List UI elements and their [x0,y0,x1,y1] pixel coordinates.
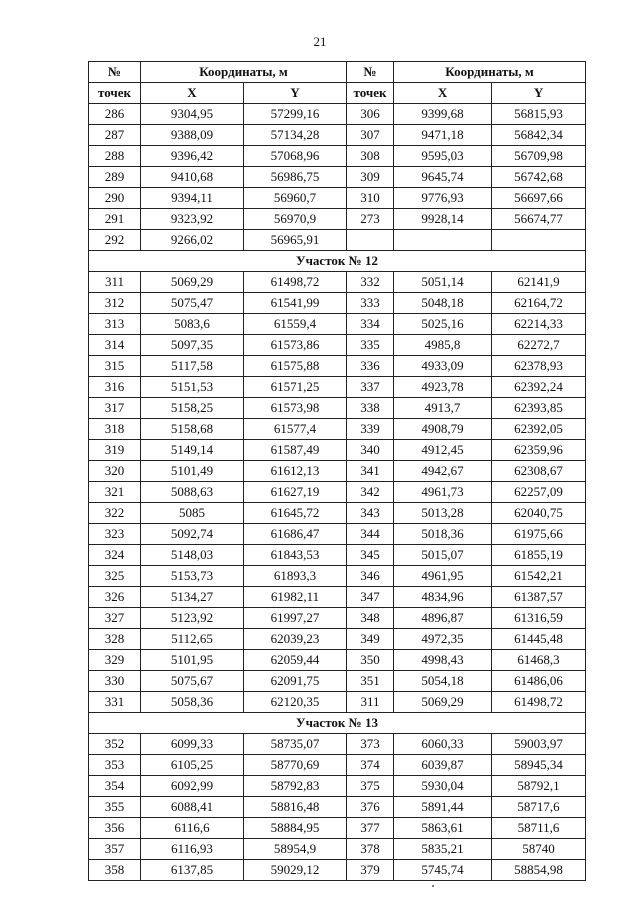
x-coordinate-cell: 5048,18 [394,293,492,314]
x-coordinate-cell: 5123,92 [141,608,244,629]
point-number-cell: 311 [89,272,141,293]
point-number-cell: 357 [89,839,141,860]
section-title: Участок № 12 [89,251,586,272]
point-number-cell: 351 [347,671,394,692]
x-coordinate-cell: 9595,03 [394,146,492,167]
y-coordinate-cell: 62257,09 [492,482,586,503]
x-coordinate-cell: 4908,79 [394,419,492,440]
x-coordinate-cell: 5101,95 [141,650,244,671]
table-row [89,146,586,167]
table-row [89,419,586,440]
point-number-cell: 377 [347,818,394,839]
y-coordinate-cell: 58884,95 [244,818,347,839]
scan-artifact [432,885,434,887]
x-coordinate-cell: 5149,14 [141,440,244,461]
y-coordinate-cell: 61843,53 [244,545,347,566]
x-coordinate-cell: 6116,93 [141,839,244,860]
table-row [89,461,586,482]
x-coordinate-cell: 5835,21 [394,839,492,860]
table-row [89,671,586,692]
y-coordinate-cell: 62091,75 [244,671,347,692]
table-row [89,755,586,776]
table-row [89,860,586,881]
point-number-cell: 312 [89,293,141,314]
point-number-cell: 347 [347,587,394,608]
x-coordinate-cell: 9776,93 [394,188,492,209]
y-coordinate-cell: 57068,96 [244,146,347,167]
point-number-cell: 286 [89,104,141,125]
x-coordinate-cell: 9471,18 [394,125,492,146]
y-coordinate-cell: 62308,67 [492,461,586,482]
point-number-cell: 358 [89,860,141,881]
y-coordinate-cell: 58954,9 [244,839,347,860]
y-coordinate-cell: 58740 [492,839,586,860]
point-number-cell: 344 [347,524,394,545]
point-number-cell: 331 [89,692,141,713]
table-row [89,377,586,398]
point-number-cell: 317 [89,398,141,419]
y-coordinate-cell: 58945,34 [492,755,586,776]
x-coordinate-cell: 9266,02 [141,230,244,251]
point-number-cell: 334 [347,314,394,335]
x-coordinate-cell: 5148,03 [141,545,244,566]
x-coordinate-cell: 5018,36 [394,524,492,545]
x-coordinate-cell: 5891,44 [394,797,492,818]
table-row [89,188,586,209]
y-coordinate-cell: 61645,72 [244,503,347,524]
point-number-cell: 354 [89,776,141,797]
x-coordinate-cell: 4998,43 [394,650,492,671]
x-coordinate-cell: 5075,67 [141,671,244,692]
x-coordinate-cell: 5058,36 [141,692,244,713]
x-coordinate-cell: 5025,16 [394,314,492,335]
y-coordinate-cell [492,230,586,251]
x-coordinate-cell: 4985,8 [394,335,492,356]
point-number-cell: 378 [347,839,394,860]
x-coordinate-cell: 4913,7 [394,398,492,419]
x-coordinate-cell: 9394,11 [141,188,244,209]
y-coordinate-cell: 62359,96 [492,440,586,461]
y-coordinate-cell: 56815,93 [492,104,586,125]
table-row [89,776,586,797]
point-number-cell: 345 [347,545,394,566]
table-row [89,692,586,713]
y-coordinate-cell: 61573,86 [244,335,347,356]
point-number-cell: 315 [89,356,141,377]
x-coordinate-cell: 6060,33 [394,734,492,755]
x-coordinate-cell: 4972,35 [394,629,492,650]
y-coordinate-cell: 62120,35 [244,692,347,713]
point-number-cell: 311 [347,692,394,713]
x-coordinate-cell: 5092,74 [141,524,244,545]
point-number-cell: 356 [89,818,141,839]
y-coordinate-cell: 62141,9 [492,272,586,293]
point-number-cell: 339 [347,419,394,440]
x-coordinate-cell [394,230,492,251]
point-number-cell: 340 [347,440,394,461]
x-coordinate-cell: 5158,68 [141,419,244,440]
y-coordinate-cell: 61997,27 [244,608,347,629]
point-number-cell: 376 [347,797,394,818]
x-coordinate-cell: 4961,95 [394,566,492,587]
x-coordinate-cell: 5134,27 [141,587,244,608]
point-number-cell: 308 [347,146,394,167]
x-coordinate-cell: 5153,73 [141,566,244,587]
x-coordinate-cell: 6137,85 [141,860,244,881]
y-coordinate-cell: 61577,4 [244,419,347,440]
y-coordinate-cell: 56674,77 [492,209,586,230]
point-number-cell: 306 [347,104,394,125]
table-row [89,566,586,587]
point-number-cell: 355 [89,797,141,818]
y-coordinate-cell: 61575,88 [244,356,347,377]
y-header: Y [244,83,347,104]
x-coordinate-cell: 5863,61 [394,818,492,839]
y-coordinate-cell: 56970,9 [244,209,347,230]
point-number-cell: 327 [89,608,141,629]
x-coordinate-cell: 4923,78 [394,377,492,398]
x-coordinate-cell: 5097,35 [141,335,244,356]
point-number-cell: 321 [89,482,141,503]
y-coordinate-cell: 56986,75 [244,167,347,188]
point-number-cell: 291 [89,209,141,230]
point-number-cell: 373 [347,734,394,755]
point-number-cell: 326 [89,587,141,608]
section-row [89,713,586,734]
point-number-cell: 352 [89,734,141,755]
x-coordinate-cell: 5088,63 [141,482,244,503]
table-subheader-row [89,83,586,104]
x-coordinate-cell: 4896,87 [394,608,492,629]
table-body [89,104,586,881]
point-number-cell: 329 [89,650,141,671]
x-coordinate-cell: 4912,45 [394,440,492,461]
table-row [89,608,586,629]
point-number-cell: 323 [89,524,141,545]
y-coordinate-cell: 61316,59 [492,608,586,629]
point-number-cell: 313 [89,314,141,335]
y-coordinate-cell: 61387,57 [492,587,586,608]
x-coordinate-cell: 5013,28 [394,503,492,524]
point-number-cell: 335 [347,335,394,356]
x-coordinate-cell: 9396,42 [141,146,244,167]
y-coordinate-cell: 61541,99 [244,293,347,314]
y-coordinate-cell: 61468,3 [492,650,586,671]
x-coordinate-cell: 5054,18 [394,671,492,692]
point-number-cell: 292 [89,230,141,251]
table-row [89,482,586,503]
table-row [89,587,586,608]
x-coordinate-cell: 6088,41 [141,797,244,818]
y-coordinate-cell: 56742,68 [492,167,586,188]
y-coordinate-cell: 59003,97 [492,734,586,755]
point-number-cell: 337 [347,377,394,398]
y-coordinate-cell: 61542,21 [492,566,586,587]
point-number-cell: 348 [347,608,394,629]
point-number-cell: 325 [89,566,141,587]
point-number-cell: 350 [347,650,394,671]
point-number-cell: 307 [347,125,394,146]
coordinates-header: Координаты, м [141,62,347,83]
x-coordinate-cell: 5069,29 [394,692,492,713]
point-number-cell: 328 [89,629,141,650]
table-row [89,503,586,524]
table-row [89,125,586,146]
x-coordinate-cell: 5015,07 [394,545,492,566]
x-coordinate-cell: 5117,58 [141,356,244,377]
page-number: 21 [313,34,327,49]
point-number-cell [347,230,394,251]
y-coordinate-cell: 62039,23 [244,629,347,650]
table-row [89,272,586,293]
point-number-cell: 287 [89,125,141,146]
y-header: Y [492,83,586,104]
point-number-cell: 332 [347,272,394,293]
y-coordinate-cell: 62214,33 [492,314,586,335]
x-header: X [394,83,492,104]
point-number-cell: 330 [89,671,141,692]
coordinates-header: Координаты, м [394,62,586,83]
y-coordinate-cell: 61571,25 [244,377,347,398]
y-coordinate-cell: 61573,98 [244,398,347,419]
table-row [89,839,586,860]
points-header: точек [347,83,394,104]
x-coordinate-cell: 6116,6 [141,818,244,839]
y-coordinate-cell: 58816,48 [244,797,347,818]
y-coordinate-cell: 62040,75 [492,503,586,524]
x-coordinate-cell: 9645,74 [394,167,492,188]
table-row [89,335,586,356]
x-coordinate-cell: 4942,67 [394,461,492,482]
x-coordinate-cell: 5930,04 [394,776,492,797]
table-row [89,734,586,755]
y-coordinate-cell: 61587,49 [244,440,347,461]
point-number-cell: 324 [89,545,141,566]
y-coordinate-cell: 59029,12 [244,860,347,881]
table-row [89,440,586,461]
x-coordinate-cell: 9410,68 [141,167,244,188]
table-row [89,209,586,230]
x-coordinate-cell: 9388,09 [141,125,244,146]
table-row [89,167,586,188]
point-number-cell: 343 [347,503,394,524]
point-number-cell: 289 [89,167,141,188]
y-coordinate-cell: 62378,93 [492,356,586,377]
y-coordinate-cell: 56842,34 [492,125,586,146]
point-number-cell: 320 [89,461,141,482]
point-number-cell: 338 [347,398,394,419]
y-coordinate-cell: 61855,19 [492,545,586,566]
y-coordinate-cell: 61559,4 [244,314,347,335]
point-number-cell: 349 [347,629,394,650]
y-coordinate-cell: 61498,72 [492,692,586,713]
y-coordinate-cell: 58717,6 [492,797,586,818]
table-row [89,230,586,251]
point-number-cell: 375 [347,776,394,797]
y-coordinate-cell: 58792,83 [244,776,347,797]
x-coordinate-cell: 5112,65 [141,629,244,650]
x-coordinate-cell: 6105,25 [141,755,244,776]
x-coordinate-cell: 4933,09 [394,356,492,377]
y-coordinate-cell: 61612,13 [244,461,347,482]
x-coordinate-cell: 4834,96 [394,587,492,608]
y-coordinate-cell: 57299,16 [244,104,347,125]
y-coordinate-cell: 56697,66 [492,188,586,209]
point-number-cell: 333 [347,293,394,314]
point-number-cell: 322 [89,503,141,524]
y-coordinate-cell: 62164,72 [492,293,586,314]
table-row [89,524,586,545]
x-coordinate-cell: 9399,68 [394,104,492,125]
point-number-cell: 342 [347,482,394,503]
point-number-header: № [89,62,141,83]
point-number-cell: 310 [347,188,394,209]
x-coordinate-cell: 6099,33 [141,734,244,755]
table-row [89,545,586,566]
point-number-cell: 288 [89,146,141,167]
x-coordinate-cell: 5085 [141,503,244,524]
x-coordinate-cell: 6039,87 [394,755,492,776]
point-number-cell: 341 [347,461,394,482]
x-coordinate-cell: 9304,95 [141,104,244,125]
y-coordinate-cell: 62392,05 [492,419,586,440]
point-number-cell: 336 [347,356,394,377]
y-coordinate-cell: 58770,69 [244,755,347,776]
point-number-cell: 316 [89,377,141,398]
point-number-cell: 309 [347,167,394,188]
table-row [89,398,586,419]
y-coordinate-cell: 61893,3 [244,566,347,587]
section-title: Участок № 13 [89,713,586,734]
y-coordinate-cell: 58711,6 [492,818,586,839]
x-coordinate-cell: 5745,74 [394,860,492,881]
x-coordinate-cell: 5101,49 [141,461,244,482]
point-number-cell: 379 [347,860,394,881]
y-coordinate-cell: 61486,06 [492,671,586,692]
section-row [89,251,586,272]
table-row [89,650,586,671]
y-coordinate-cell: 62272,7 [492,335,586,356]
x-coordinate-cell: 5069,29 [141,272,244,293]
y-coordinate-cell: 58792,1 [492,776,586,797]
y-coordinate-cell: 58735,07 [244,734,347,755]
table-row [89,314,586,335]
point-number-cell: 346 [347,566,394,587]
table-row [89,356,586,377]
y-coordinate-cell: 61686,47 [244,524,347,545]
table-row [89,104,586,125]
y-coordinate-cell: 61627,19 [244,482,347,503]
x-coordinate-cell: 5075,47 [141,293,244,314]
points-header: точек [89,83,141,104]
y-coordinate-cell: 61445,48 [492,629,586,650]
y-coordinate-cell: 61975,66 [492,524,586,545]
y-coordinate-cell: 62059,44 [244,650,347,671]
y-coordinate-cell: 57134,28 [244,125,347,146]
point-number-cell: 290 [89,188,141,209]
point-number-cell: 319 [89,440,141,461]
table-row [89,293,586,314]
table-row [89,797,586,818]
table-header-row [89,62,586,83]
y-coordinate-cell: 58854,98 [492,860,586,881]
x-coordinate-cell: 5158,25 [141,398,244,419]
table-row [89,818,586,839]
point-number-header: № [347,62,394,83]
y-coordinate-cell: 56960,7 [244,188,347,209]
x-coordinate-cell: 5151,53 [141,377,244,398]
x-header: X [141,83,244,104]
x-coordinate-cell: 6092,99 [141,776,244,797]
point-number-cell: 353 [89,755,141,776]
y-coordinate-cell: 62392,24 [492,377,586,398]
coordinates-table [88,61,586,881]
point-number-cell: 318 [89,419,141,440]
x-coordinate-cell: 9928,14 [394,209,492,230]
point-number-cell: 374 [347,755,394,776]
point-number-cell: 273 [347,209,394,230]
table-row [89,629,586,650]
y-coordinate-cell: 56965,91 [244,230,347,251]
x-coordinate-cell: 9323,92 [141,209,244,230]
x-coordinate-cell: 4961,73 [394,482,492,503]
y-coordinate-cell: 62393,85 [492,398,586,419]
y-coordinate-cell: 56709,98 [492,146,586,167]
x-coordinate-cell: 5083,6 [141,314,244,335]
y-coordinate-cell: 61982,11 [244,587,347,608]
y-coordinate-cell: 61498,72 [244,272,347,293]
point-number-cell: 314 [89,335,141,356]
x-coordinate-cell: 5051,14 [394,272,492,293]
